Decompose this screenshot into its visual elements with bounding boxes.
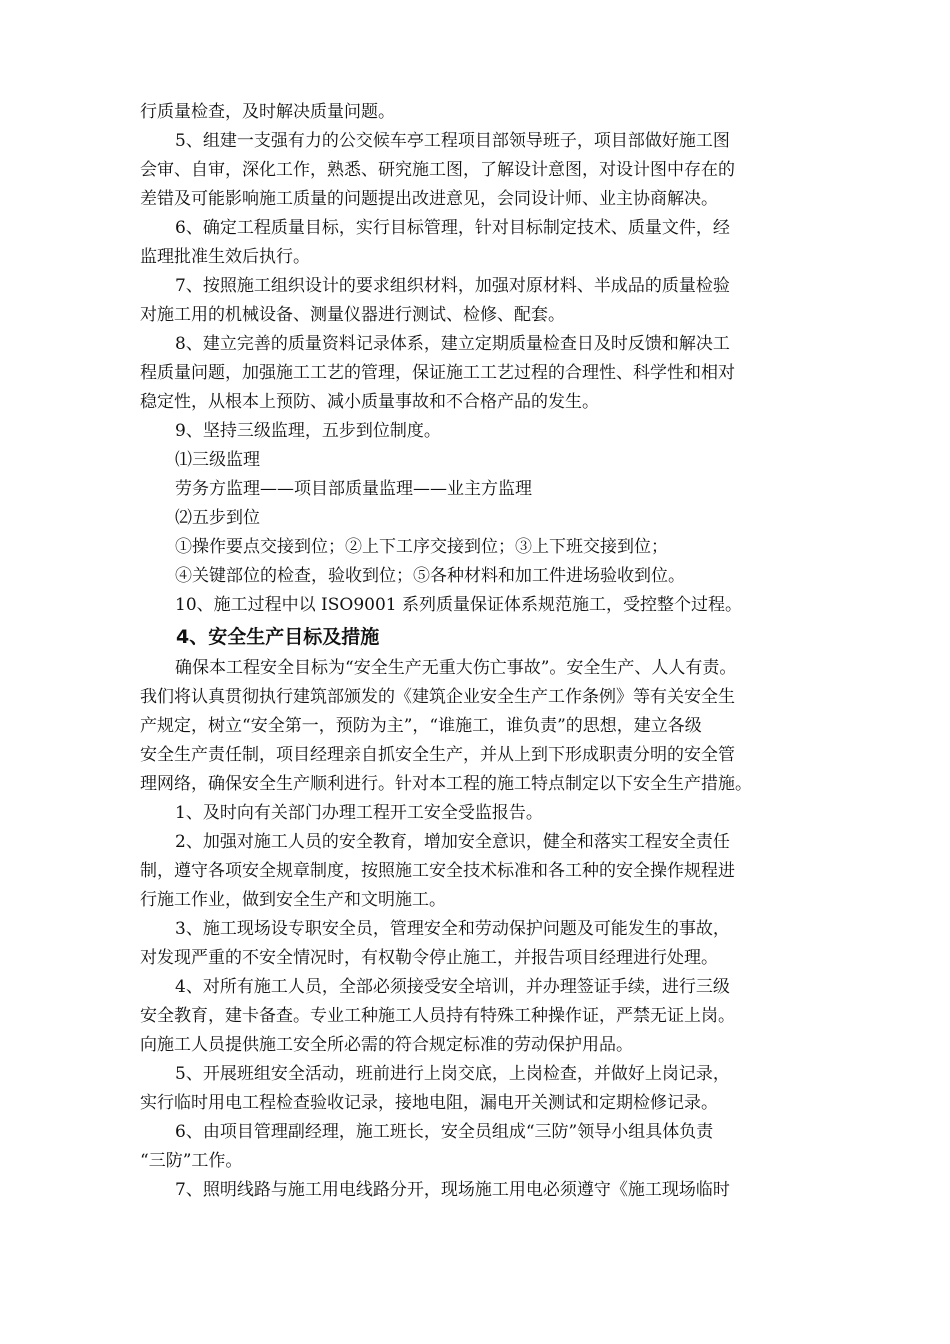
text-line: 5、组建一支强有力的公交候车亭工程项目部领导班子，项目部做好施工图 xyxy=(175,131,730,151)
text-line: 稳定性，从根本上预防、减小质量事故和不合格产品的发生。 xyxy=(140,392,599,412)
text-line: 制，遵守各项安全规章制度，按照施工安全技术标准和各工种的安全操作规程进 xyxy=(140,861,735,881)
text-line: 我们将认真贯彻执行建筑部颁发的《建筑企业安全生产工作条例》等有关安全生 xyxy=(140,687,735,707)
text-line: 对施工用的机械设备、测量仪器进行测试、检修、配套。 xyxy=(140,305,565,325)
text-line: 2、加强对施工人员的安全教育，增加安全意识，健全和落实工程安全责任 xyxy=(175,832,730,852)
text-line: 劳务方监理——项目部质量监理——业主方监理 xyxy=(175,479,532,499)
text-line: 实行临时用电工程检查验收记录，接地电阻，漏电开关测试和定期检修记录。 xyxy=(140,1093,718,1113)
text-line: ①操作要点交接到位；②上下工序交接到位；③上下班交接到位； xyxy=(175,537,668,557)
text-line: 对发现严重的不安全情况时，有权勒令停止施工，并报告项目经理进行处理。 xyxy=(140,948,718,968)
text-line: 9、坚持三级监理，五步到位制度。 xyxy=(175,421,441,441)
text-line: 安全生产责任制，项目经理亲自抓安全生产，并从上到下形成职责分明的安全管 xyxy=(140,745,735,765)
text-line: “三防”工作。 xyxy=(140,1151,243,1171)
text-line: 程质量问题，加强施工工艺的管理，保证施工工艺过程的合理性、科学性和相对 xyxy=(140,363,735,383)
text-line: 1、及时向有关部门办理工程开工安全受监报告。 xyxy=(175,803,543,823)
safety-measures-section xyxy=(140,654,820,1205)
text-line: 确保本工程安全目标为“安全生产无重大伤亡事故”。安全生产、人人有责。 xyxy=(175,658,737,678)
document-body xyxy=(140,98,820,1205)
quality-measures-section xyxy=(140,98,820,620)
text-line: ⑵五步到位 xyxy=(175,508,260,528)
text-line: ④关键部位的检查，验收到位；⑤各种材料和加工件进场验收到位。 xyxy=(175,566,685,586)
text-line: 3、施工现场设专职安全员，管理安全和劳动保护问题及可能发生的事故， xyxy=(175,919,730,939)
text-line: 差错及可能影响施工质量的问题提出改进意见，会同设计师、业主协商解决。 xyxy=(140,189,718,209)
text-line: 4、对所有施工人员，全部必须接受安全培训，并办理签证手续，进行三级 xyxy=(175,977,730,997)
text-line: 行质量检查，及时解决质量问题。 xyxy=(140,102,395,122)
text-line: 7、按照施工组织设计的要求组织材料，加强对原材料、半成品的质量检验 xyxy=(175,276,730,296)
text-line: 向施工人员提供施工安全所必需的符合规定标准的劳动保护用品。 xyxy=(140,1035,633,1055)
text-line: 6、由项目管理副经理，施工班长，安全员组成“三防”领导小组具体负责 xyxy=(175,1122,714,1142)
text-line: 10、施工过程中以 ISO9001 系列质量保证体系规范施工，受控整个过程。 xyxy=(175,595,743,615)
text-line: 8、建立完善的质量资料记录体系，建立定期质量检查日及时反馈和解决工 xyxy=(175,334,730,354)
text-line: 行施工作业，做到安全生产和文明施工。 xyxy=(140,890,446,910)
text-line: 7、照明线路与施工用电线路分开，现场施工用电必须遵守《施工现场临时 xyxy=(175,1180,730,1200)
text-line: 产规定，树立“安全第一，预防为主”，“谁施工，谁负责”的思想，建立各级 xyxy=(140,716,702,736)
text-line: 会审、自审，深化工作，熟悉、研究施工图，了解设计意图，对设计图中存在的 xyxy=(140,160,735,180)
text-line: ⑴三级监理 xyxy=(175,450,260,470)
text-line: 5、开展班组安全活动，班前进行上岗交底，上岗检查，并做好上岗记录， xyxy=(175,1064,730,1084)
text-line: 安全教育，建卡备查。专业工种施工人员持有特殊工种操作证，严禁无证上岗。 xyxy=(140,1006,735,1026)
text-line: 理网络，确保安全生产顺利进行。针对本工程的施工特点制定以下安全生产措施。 xyxy=(140,774,752,794)
text-line: 6、确定工程质量目标，实行目标管理，针对目标制定技术、质量文件，经 xyxy=(175,218,730,238)
text-line: 监理批准生效后执行。 xyxy=(140,247,310,267)
section-heading: 4、安全生产目标及措施 xyxy=(176,626,380,648)
